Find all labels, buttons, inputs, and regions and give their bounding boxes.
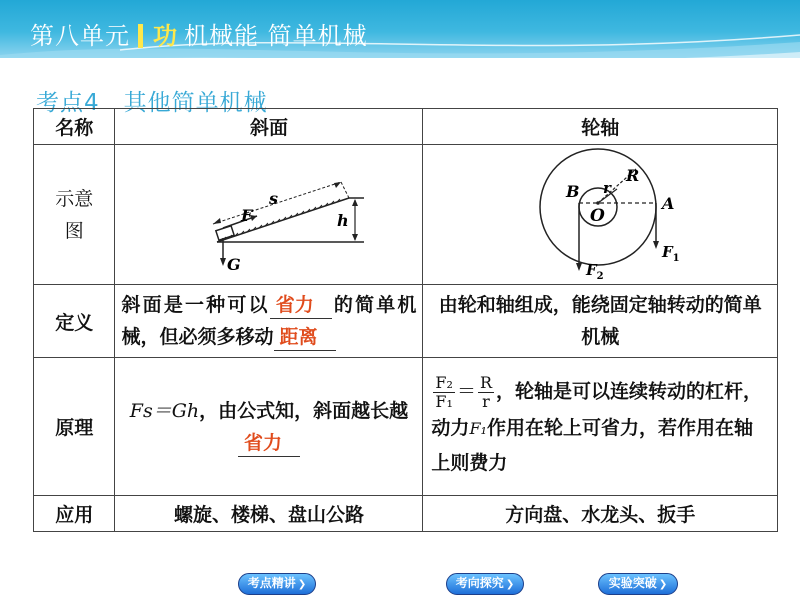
incline-principle-text: ，由公式知，斜面越长越 <box>199 399 409 422</box>
header-name: 名称 <box>34 109 115 145</box>
figure-row-label <box>34 145 115 285</box>
fraction-R-r <box>478 374 494 411</box>
label-F1: $F_1$ <box>662 242 680 264</box>
label-A: A <box>662 193 675 213</box>
incline-principle-blank: 省力 <box>238 430 300 457</box>
header-incline: 斜面 <box>115 109 423 145</box>
definition-row <box>34 285 778 358</box>
label-r: r <box>603 178 612 197</box>
chevron-right-icon: ❯ <box>505 579 515 590</box>
wheel-principle-text2: 作用在轮上可省力，若作用在轴上则费力 <box>431 416 753 474</box>
wheel-diagram-cell <box>423 145 778 285</box>
incline-principle <box>115 358 423 496</box>
frac1-numerator: F₂ <box>435 372 453 392</box>
incline-def-text1: 斜面是一种可以 <box>121 294 270 316</box>
simple-machines-table <box>33 108 778 532</box>
incline-application: 螺旋、楼梯、盘山公路 <box>115 496 423 532</box>
equals-sign: ＝ <box>456 380 476 402</box>
definition-label: 定义 <box>34 285 115 358</box>
wheel-application: 方向盘、水龙头、扳手 <box>423 496 778 532</box>
label-F2: $F_2$ <box>586 260 604 282</box>
title-divider <box>138 24 143 48</box>
incline-def-text2: 的简单机械，但必须多移动 <box>121 294 417 348</box>
incline-def-blank1: 省力 <box>270 292 332 319</box>
label-R: R <box>626 165 640 185</box>
figure-label-line1: 示意 <box>55 187 94 210</box>
frac2-denominator: r <box>482 391 490 411</box>
chevron-right-icon: ❯ <box>297 579 307 590</box>
table-header-row <box>34 109 778 145</box>
unit-keyword: 功 <box>153 22 178 50</box>
wheel-definition: 由轮和轴组成，能绕固定轴转动的简单机械 <box>423 285 778 358</box>
wheel-principle <box>423 358 778 496</box>
incline-def-blank2: 距离 <box>274 324 336 351</box>
nav-button-exploration[interactable] <box>446 573 524 595</box>
label-O: O <box>590 205 606 226</box>
nav-button-exploration-label: 考向探究 <box>455 576 504 590</box>
label-s: s <box>268 188 278 208</box>
label-G: G <box>226 254 241 274</box>
figure-label-line2: 图 <box>64 219 84 242</box>
frac2-numerator: R <box>479 372 492 392</box>
label-h: h <box>336 210 349 230</box>
incline-formula: Fs＝Gh <box>129 399 200 422</box>
principle-label: 原理 <box>34 358 115 496</box>
incline-diagram-cell <box>115 145 423 285</box>
nav-button-key-points-label: 考点精讲 <box>247 576 296 590</box>
chevron-right-icon: ❯ <box>658 579 668 590</box>
wheel-axle-diagram <box>450 147 750 283</box>
header-wheel-axle: 轮轴 <box>423 109 778 145</box>
header-title <box>30 16 368 51</box>
label-F: F <box>240 205 253 225</box>
unit-topic: 机械能 简单机械 <box>184 22 368 50</box>
frac1-denominator: F₁ <box>435 391 453 411</box>
wheel-principle-F1: F₁ <box>469 418 487 438</box>
incline-diagram <box>119 148 419 282</box>
nav-button-experiment[interactable] <box>598 573 678 595</box>
slide-header <box>0 0 800 58</box>
label-B: B <box>566 181 580 201</box>
incline-definition <box>115 285 423 358</box>
unit-label: 第八单元 <box>30 22 130 50</box>
application-row <box>34 496 778 532</box>
nav-button-experiment-label: 实验突破 <box>608 576 657 590</box>
principle-row <box>34 358 778 496</box>
section-title: 考点4 其他简单机械 <box>36 90 268 116</box>
nav-button-key-points[interactable] <box>238 573 316 595</box>
application-label: 应用 <box>34 496 115 532</box>
wheel-principle-text1: ，轮轴是可以连续转动的杠杆，动力 <box>431 380 763 439</box>
fraction-f2-f1 <box>433 374 455 411</box>
figure-row <box>34 145 778 285</box>
